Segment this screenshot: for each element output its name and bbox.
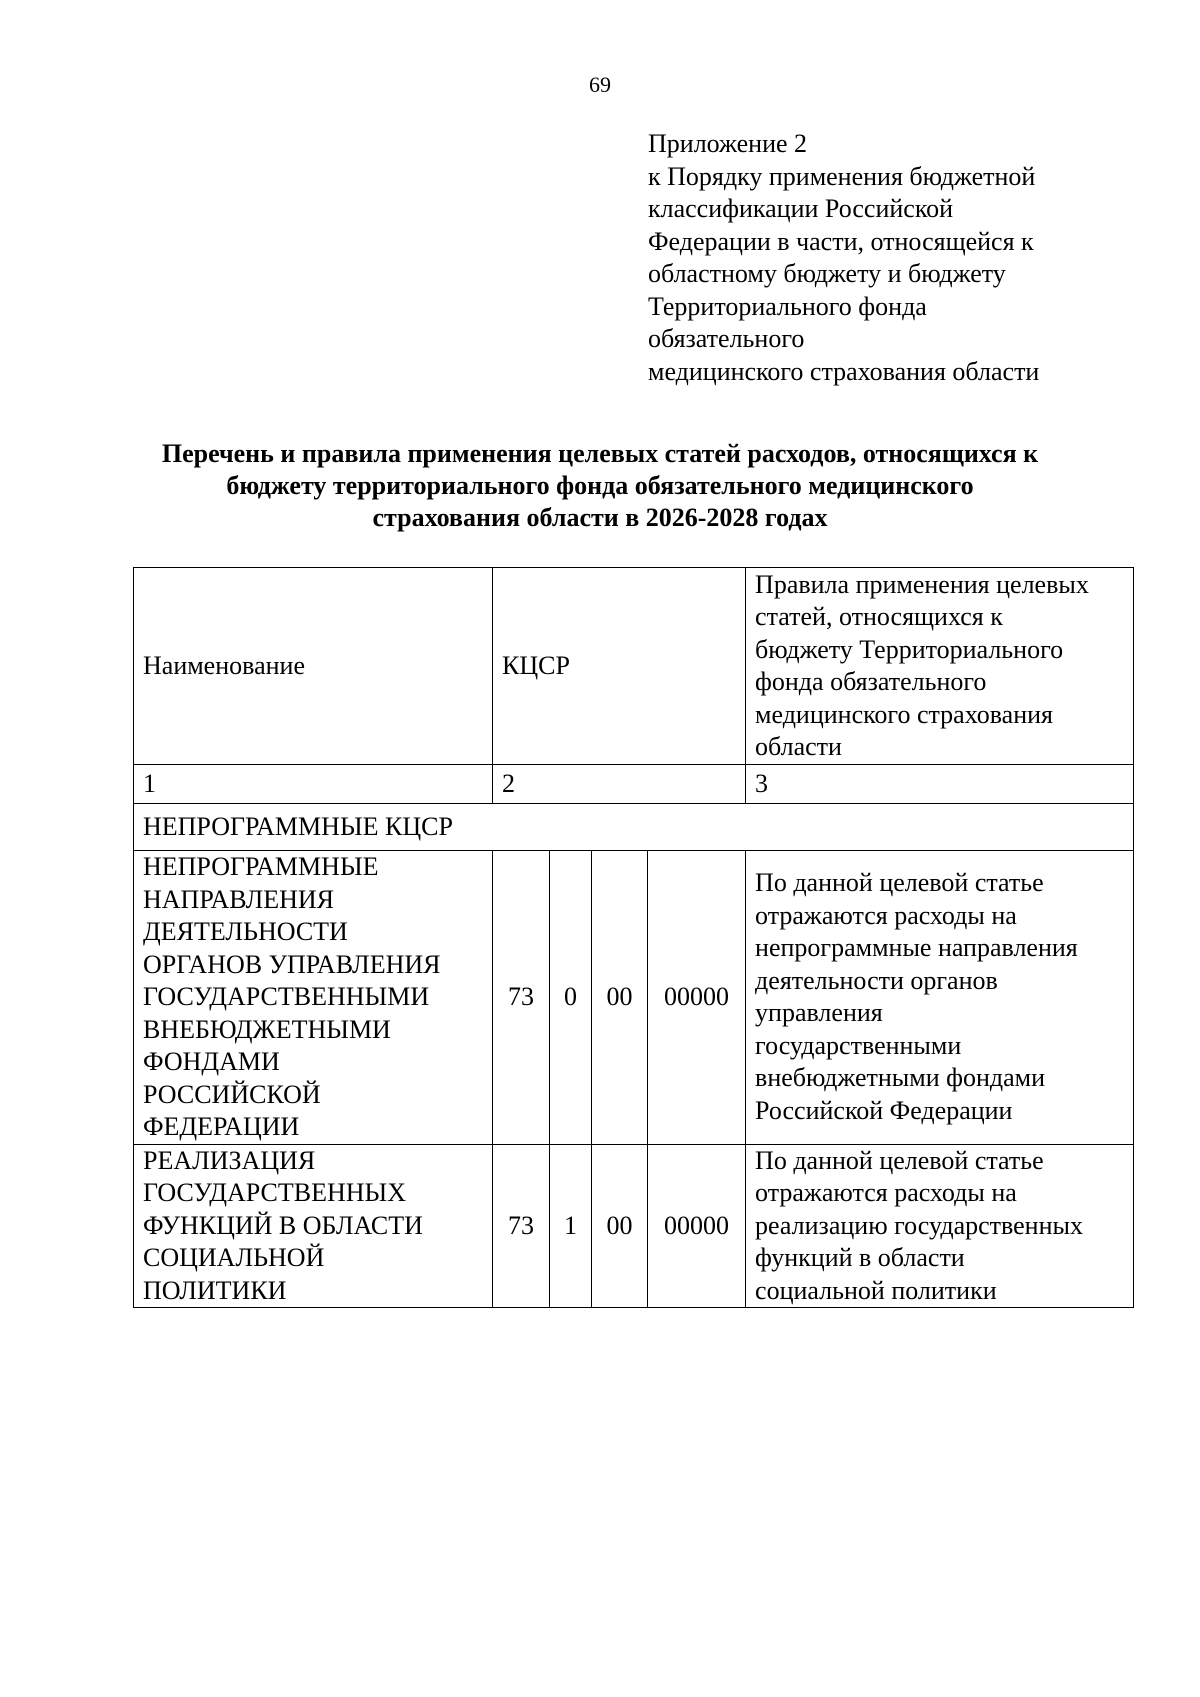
row-name-line: НАПРАВЛЕНИЯ bbox=[143, 884, 335, 914]
column-number: 1 bbox=[134, 765, 493, 804]
row-rule-line: управления bbox=[755, 998, 883, 1028]
table-header-row bbox=[134, 568, 1134, 765]
row-name-line: ГОСУДАРСТВЕННЫМИ bbox=[143, 982, 430, 1011]
section-title: НЕПРОГРАММНЫЕ КЦСР bbox=[134, 804, 1134, 851]
code-program: 73 bbox=[493, 1144, 550, 1308]
row-name-line: ВНЕБЮДЖЕТНЫМИ bbox=[143, 1014, 391, 1044]
row-rule-line: реализацию государственных bbox=[755, 1210, 1083, 1240]
title-line: бюджету территориального фонда обязательного медицинского bbox=[226, 471, 974, 500]
row-name-line: ПОЛИТИКИ bbox=[143, 1275, 287, 1305]
appendix-line: Приложение 2 bbox=[648, 129, 808, 158]
code-direction: 00000 bbox=[648, 1144, 746, 1308]
row-rule-line: По данной целевой статье bbox=[755, 1145, 1044, 1175]
row-rule-line: По данной целевой статье bbox=[755, 868, 1044, 898]
row-name-line: ОРГАНОВ УПРАВЛЕНИЯ bbox=[143, 949, 441, 979]
title-line: страхования области в 2026-2028 годах bbox=[372, 503, 828, 532]
header-rules bbox=[746, 568, 1134, 765]
appendix-line: Территориального фонда bbox=[648, 291, 927, 321]
row-name-line: ГОСУДАРСТВЕННЫХ bbox=[143, 1178, 406, 1207]
section-row bbox=[134, 804, 1134, 851]
code-main-activity: 00 bbox=[592, 851, 648, 1145]
row-rule-line: отражаются расходы на bbox=[755, 1178, 1017, 1207]
row-rule bbox=[746, 1144, 1134, 1308]
appendix-line: областному бюджету и бюджету bbox=[648, 259, 1006, 288]
header-rules-line: Правила применения целевых bbox=[755, 569, 1089, 599]
row-name-line: НЕПРОГРАММНЫЕ bbox=[143, 852, 379, 881]
row-rule-line: социальной политики bbox=[755, 1275, 997, 1305]
header-rules-line: области bbox=[755, 732, 842, 761]
header-name: Наименование bbox=[134, 568, 493, 765]
header-rules-line: фонда обязательного bbox=[755, 667, 987, 696]
appendix-line: Федерации в части, относящейся к bbox=[648, 226, 1034, 256]
kcsr-table bbox=[133, 567, 1134, 1308]
appendix-line: медицинского страхования области bbox=[648, 356, 1040, 386]
table-row bbox=[134, 1144, 1134, 1308]
row-name-line: ДЕЯТЕЛЬНОСТИ bbox=[143, 917, 348, 946]
row-rule-line: непрограммные направления bbox=[755, 933, 1078, 963]
appendix-line: классификации Российской bbox=[648, 194, 954, 223]
row-rule-line: государственными bbox=[755, 1030, 962, 1060]
row-name-line: ФЕДЕРАЦИИ bbox=[143, 1112, 300, 1141]
header-rules-line: медицинского страхования bbox=[755, 699, 1053, 729]
code-direction: 00000 bbox=[648, 851, 746, 1145]
header-rules-line: статей, относящихся к bbox=[755, 602, 1003, 631]
code-subprogram: 0 bbox=[550, 851, 592, 1145]
row-name bbox=[134, 1144, 493, 1308]
header-rules-line: бюджету Территориального bbox=[755, 634, 1064, 664]
row-rule-line: деятельности органов bbox=[755, 965, 998, 995]
appendix-line: обязательного bbox=[648, 324, 805, 353]
row-name-line: РОССИЙСКОЙ bbox=[143, 1079, 321, 1109]
title-line: Перечень и правила применения целевых статей расходов, относящихся к bbox=[161, 439, 1039, 468]
row-rule-line: функций в области bbox=[755, 1243, 965, 1272]
code-subprogram: 1 bbox=[550, 1144, 592, 1308]
row-rule-line: внебюджетными фондами bbox=[755, 1063, 1046, 1093]
column-number: 3 bbox=[746, 765, 1134, 804]
appendix-line: к Порядку применения бюджетной bbox=[648, 161, 1036, 191]
row-name-line: ФОНДАМИ bbox=[143, 1047, 280, 1076]
header-kcsr: КЦСР bbox=[493, 568, 746, 765]
row-name bbox=[134, 851, 493, 1145]
appendix-note bbox=[648, 128, 1148, 388]
column-number-row bbox=[134, 765, 1134, 804]
page-number: 69 bbox=[589, 72, 611, 97]
row-name-line: РЕАЛИЗАЦИЯ bbox=[143, 1145, 316, 1175]
document-title bbox=[120, 438, 1080, 534]
row-rule-line: Российской Федерации bbox=[755, 1095, 1013, 1125]
column-number: 2 bbox=[493, 765, 746, 804]
row-name-line: СОЦИАЛЬНОЙ bbox=[143, 1243, 325, 1272]
table-row bbox=[134, 851, 1134, 1145]
code-program: 73 bbox=[493, 851, 550, 1145]
row-rule bbox=[746, 851, 1134, 1145]
code-main-activity: 00 bbox=[592, 1144, 648, 1308]
row-name-line: ФУНКЦИЙ В ОБЛАСТИ bbox=[143, 1210, 423, 1240]
row-rule-line: отражаются расходы на bbox=[755, 900, 1017, 930]
